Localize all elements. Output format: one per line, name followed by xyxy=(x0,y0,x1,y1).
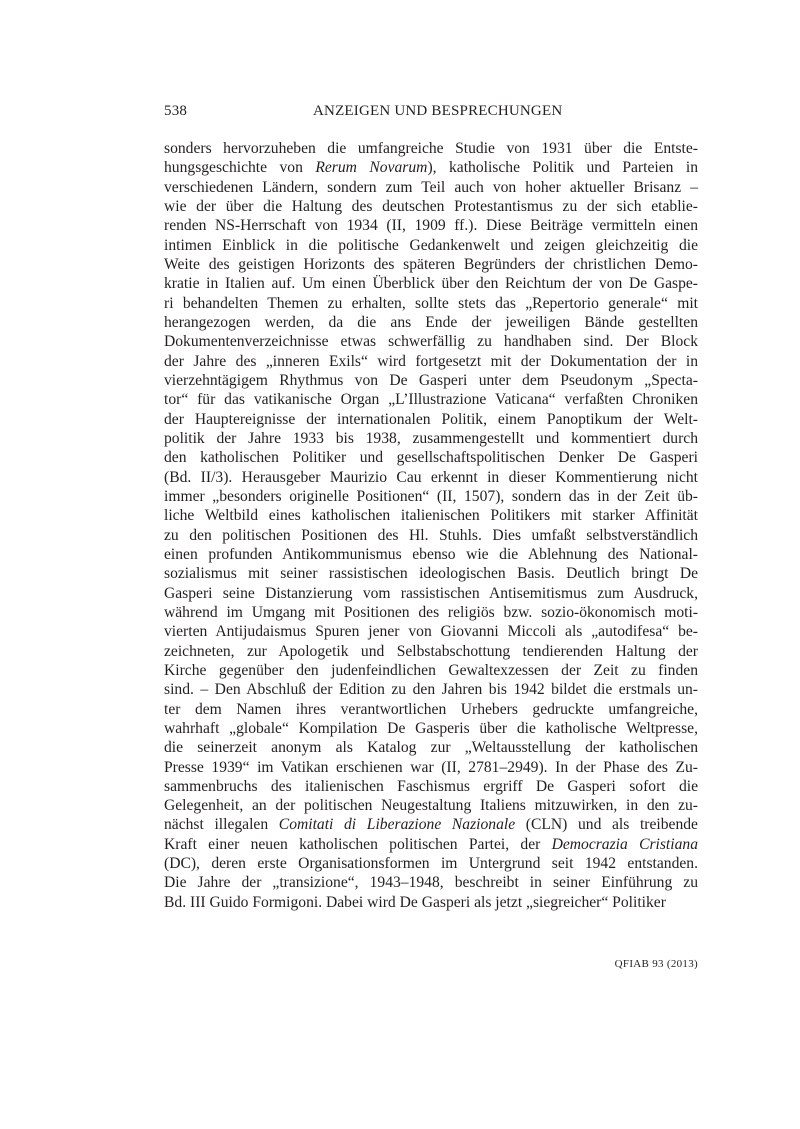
text-segment: sozialismus mit seiner rassistischen ideologischen Basis. Deutlich bringt De xyxy=(164,565,698,583)
text-line xyxy=(164,255,698,274)
text-line xyxy=(164,216,698,235)
text-segment: (Bd. II/3). Herausgeber Maurizio Cau erkennt in dieser Kommentierung nicht xyxy=(164,468,698,486)
text-segment: kratie in Italien auf. Um einen Überblick über den Reichtum der von De Gaspe- xyxy=(164,275,698,293)
text-segment: ri behandelten Themen zu erhalten, sollte stets das „Repertorio generale“ mit xyxy=(164,294,698,312)
text-segment: sammenbruchs des italienischen Faschismus ergriff De Gasperi sofort die xyxy=(164,777,698,795)
text-segment: nächst illegalen xyxy=(164,816,279,834)
text-line xyxy=(164,545,698,564)
text-line xyxy=(164,410,698,429)
text-segment: ), katholische Politik und Parteien in xyxy=(427,159,698,177)
text-segment: liche Weltbild eines katholischen italienischen Politikers mit starker Affinität xyxy=(164,507,698,525)
text-segment: Gasperi seine Distanzierung vom rassistischen Antisemitismus zum Ausdruck, xyxy=(164,584,698,602)
text-line xyxy=(164,487,698,506)
text-segment: vierten Antijudaismus Spuren jener von Giovanni Miccoli als „autodifesa“ be- xyxy=(164,623,698,641)
text-line xyxy=(164,178,698,197)
text-segment: hungsgeschichte von xyxy=(164,159,316,177)
text-line xyxy=(164,332,698,351)
text-segment: wie der über die Haltung des deutschen Protestantismus zu der sich etablie- xyxy=(164,197,698,215)
text-segment: vierzehntägigem Rhythmus von De Gasperi unter dem Pseudonym „Specta- xyxy=(164,371,698,389)
text-line xyxy=(164,506,698,525)
text-line xyxy=(164,758,698,777)
text-line xyxy=(164,526,698,545)
text-segment: tor“ für das vatikanische Organ „L’Illustrazione Vaticana“ verfaßten Chroniken xyxy=(164,391,698,409)
text-line xyxy=(164,274,698,293)
text-segment: Dokumentenverzeichnisse etwas schwerfällig zu handhaben sind. Der Block xyxy=(164,333,698,351)
text-segment: renden NS-Herrschaft von 1934 (II, 1909 ff.). Diese Beiträge vermitteln einen xyxy=(164,217,698,235)
text-line xyxy=(164,777,698,796)
text-segment: sonders hervorzuheben die umfangreiche Studie von 1931 über die Entste- xyxy=(164,140,698,157)
text-segment: zeichneten, zur Apologetik und Selbstabschottung tendierenden Haltung der xyxy=(164,642,698,660)
text-segment: der Hauptereignisse der internationalen Politik, einem Panoptikum der Welt- xyxy=(164,410,698,428)
running-head xyxy=(164,103,698,125)
text-line xyxy=(164,294,698,313)
text-line xyxy=(164,815,698,834)
text-line xyxy=(164,893,698,912)
text-segment: Gelegenheit, an der politischen Neugestaltung Italiens mitzuwirken, in den zu- xyxy=(164,797,698,815)
page-number: 538 xyxy=(164,103,188,119)
text-line xyxy=(164,796,698,815)
text-segment: Kirche gegenüber den judenfeindlichen Gewaltexzessen der Zeit zu finden xyxy=(164,661,698,679)
section-title: ANZEIGEN UND BESPRECHUNGEN xyxy=(313,103,563,119)
text-line xyxy=(164,738,698,757)
text-line xyxy=(164,468,698,487)
text-segment: ter dem Namen ihres verantwortlichen Urhebers gedruckte umfangreiche, xyxy=(164,700,698,718)
text-segment: Presse 1939“ im Vatikan erschienen war (II, 2781–2949). In der Phase des Zu- xyxy=(164,758,698,776)
text-line xyxy=(164,584,698,603)
text-segment: (CLN) und als treibende xyxy=(515,816,698,834)
text-line xyxy=(164,429,698,448)
text-segment: wahrhaft „globale“ Kompilation De Gasperis über die katholische Weltpresse, xyxy=(164,719,698,737)
text-line xyxy=(164,371,698,390)
text-line xyxy=(164,622,698,641)
text-line xyxy=(164,854,698,873)
text-segment: (DC), deren erste Organisationsformen im Untergrund seit 1942 entstanden. xyxy=(164,855,698,873)
text-line xyxy=(164,835,698,854)
text-line xyxy=(164,158,698,177)
text-segment: Kraft einer neuen katholischen politischen Partei, der xyxy=(164,835,552,853)
text-line xyxy=(164,642,698,661)
italic-title: Rerum Novarum xyxy=(315,159,428,177)
review-body-text xyxy=(164,139,698,912)
text-line xyxy=(164,448,698,467)
italic-title: Comitati di Liberazione Nazionale xyxy=(278,816,516,834)
text-segment: zu den politischen Positionen des Hl. Stuhls. Dies umfaßt selbstverständlich xyxy=(164,526,698,544)
text-line xyxy=(164,661,698,680)
italic-title: Democrazia Cristiana xyxy=(551,835,698,853)
text-line xyxy=(164,564,698,583)
text-segment: den katholischen Politiker und gesellschaftspolitischen Denker De Gasperi xyxy=(164,449,698,467)
text-segment: einen profunden Antikommunismus ebenso wie die Ablehnung des National- xyxy=(164,545,698,563)
text-line xyxy=(164,390,698,409)
text-segment: der Jahre des „inneren Exils“ wird fortgesetzt mit der Dokumentation der in xyxy=(164,352,698,370)
text-segment: sind. – Den Abschluß der Edition zu den Jahren bis 1942 bildet die erstmals un- xyxy=(164,681,698,699)
text-segment: Die Jahre der „transizione“, 1943–1948, beschreibt in seiner Einführung zu xyxy=(164,874,698,892)
text-segment: während im Umgang mit Positionen des religiös bzw. sozio-ökonomisch moti- xyxy=(164,603,698,621)
text-segment: Weite des geistigen Horizonts des späteren Begründers der christlichen Demo- xyxy=(164,255,698,273)
text-segment: die seinerzeit anonym als Katalog zur „Weltausstellung der katholischen xyxy=(164,739,698,757)
text-line xyxy=(164,352,698,371)
text-line xyxy=(164,313,698,332)
text-segment: immer „besonders originelle Positionen“ (II, 1507), sondern das in der Zeit üb- xyxy=(164,487,698,505)
text-segment: politik der Jahre 1933 bis 1938, zusammengestellt und kommentiert durch xyxy=(164,429,698,447)
text-segment: herangezogen werden, da die ans Ende der jeweiligen Bände gestellten xyxy=(164,313,698,331)
text-line xyxy=(164,236,698,255)
text-segment: Bd. III Guido Formigoni. Dabei wird De Gasperi als jetzt „siegreicher“ Politiker xyxy=(164,893,666,911)
text-line xyxy=(164,139,698,158)
text-line xyxy=(164,197,698,216)
text-line xyxy=(164,700,698,719)
text-segment: verschiedenen Ländern, sondern zum Teil auch von hoher aktueller Brisanz – xyxy=(164,178,698,196)
journal-footer: QFIAB 93 (2013) xyxy=(614,958,698,970)
text-segment: intimen Einblick in die politische Gedankenwelt und zeigen gleichzeitig die xyxy=(164,236,698,254)
text-line xyxy=(164,603,698,622)
text-line xyxy=(164,680,698,699)
text-line xyxy=(164,873,698,892)
text-line xyxy=(164,719,698,738)
